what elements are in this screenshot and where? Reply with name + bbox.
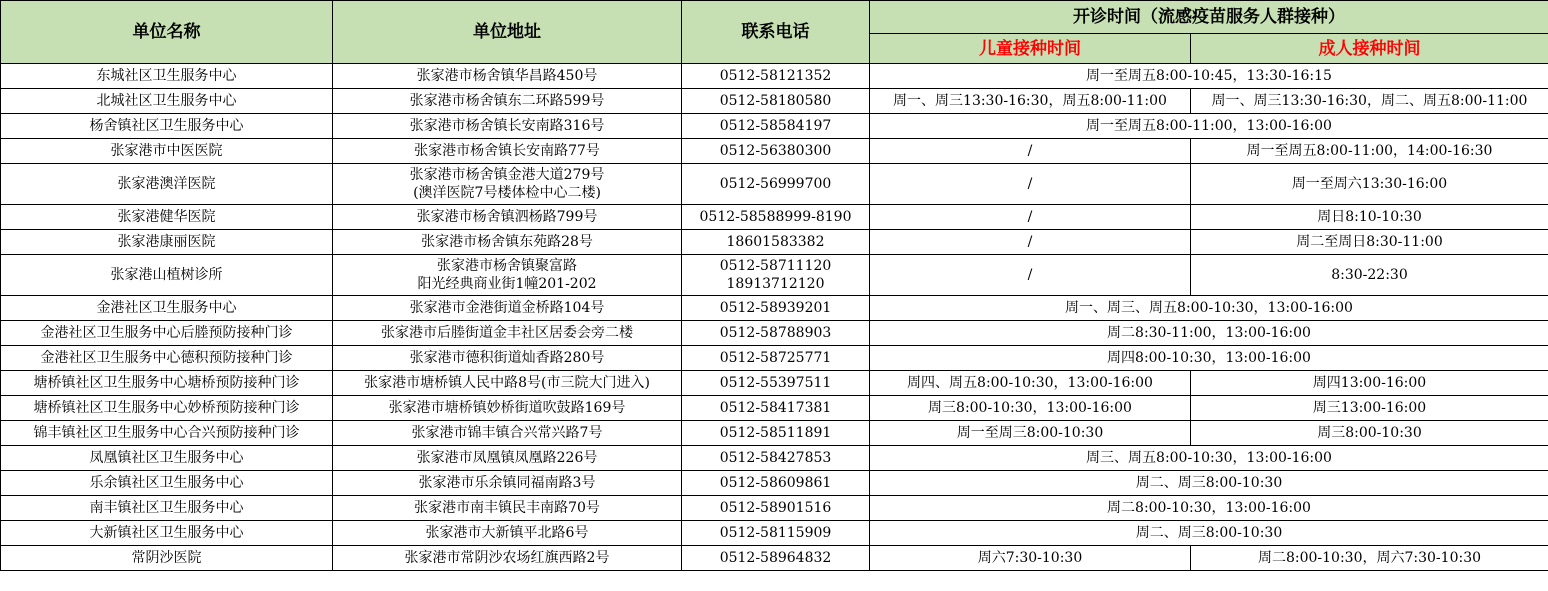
table-row (1, 371, 1548, 396)
adult-time-cell: 8:30-22:30 (1191, 255, 1548, 296)
unit-address-cell (333, 471, 682, 496)
unit-address-cell (333, 114, 682, 139)
phone-cell (682, 139, 870, 164)
phone-number: 0512-58711120 (719, 258, 832, 274)
address-line: 张家港市南丰镇民丰南路70号 (414, 500, 600, 516)
address-line: 张家港市乐余镇同福南路3号 (418, 475, 596, 491)
table-row (1, 230, 1548, 255)
unit-address-cell (333, 546, 682, 571)
address-line: 张家港市大新镇平北路6号 (425, 525, 589, 541)
table-row (1, 114, 1548, 139)
table-row (1, 255, 1548, 296)
table-row (1, 346, 1548, 371)
table-row (1, 446, 1548, 471)
children-time-cell: / (870, 230, 1191, 255)
address-line: 张家港市锦丰镇合兴常兴路7号 (411, 425, 603, 441)
address-line: 张家港市杨舍镇东苑路28号 (421, 234, 593, 250)
phone-cell (682, 371, 870, 396)
combined-time-cell: 周二、周三8:00-10:30 (870, 471, 1548, 496)
unit-address-cell (333, 164, 682, 205)
unit-address-cell (333, 255, 682, 296)
unit-name-cell: 金港社区卫生服务中心 (1, 296, 333, 321)
table-row (1, 205, 1548, 230)
adult-time-cell: 周日8:10-10:30 (1191, 205, 1548, 230)
unit-name-cell: 杨舍镇社区卫生服务中心 (1, 114, 333, 139)
phone-cell (682, 296, 870, 321)
adult-time-cell: 周一、周三13:30-16:30，周二、周五8:00-11:00 (1191, 89, 1548, 114)
unit-address-cell (333, 139, 682, 164)
phone-number: 0512-56380300 (719, 143, 832, 159)
header-children-time: 儿童接种时间 (870, 34, 1191, 64)
unit-address-cell (333, 496, 682, 521)
unit-address-cell (333, 230, 682, 255)
children-time-cell: 周四、周五8:00-10:30，13:00-16:00 (870, 371, 1191, 396)
children-time-cell: / (870, 255, 1191, 296)
header-unit-address: 单位地址 (333, 1, 682, 64)
adult-time-cell: 周一至周五8:00-11:00，14:00-16:30 (1191, 139, 1548, 164)
unit-name-cell: 金港社区卫生服务中心德积预防接种门诊 (1, 346, 333, 371)
phone-cell (682, 255, 870, 296)
phone-number: 0512-58964832 (719, 550, 832, 566)
unit-name-cell: 凤凰镇社区卫生服务中心 (1, 446, 333, 471)
table-row (1, 139, 1548, 164)
phone-number: 0512-58180580 (719, 93, 832, 109)
table-row (1, 421, 1548, 446)
children-time-cell: / (870, 139, 1191, 164)
unit-name-cell: 锦丰镇社区卫生服务中心合兴预防接种门诊 (1, 421, 333, 446)
unit-address-cell (333, 64, 682, 89)
phone-cell (682, 471, 870, 496)
combined-time-cell: 周一至周五8:00-11:00，13:00-16:00 (870, 114, 1548, 139)
adult-time-cell: 周三8:00-10:30 (1191, 421, 1548, 446)
combined-time-cell: 周二8:00-10:30，13:00-16:00 (870, 496, 1548, 521)
adult-time-cell: 周一至周六13:30-16:00 (1191, 164, 1548, 205)
address-line: 张家港市德积街道灿香路280号 (409, 350, 605, 366)
table-row (1, 521, 1548, 546)
adult-time-cell: 周三13:00-16:00 (1191, 396, 1548, 421)
phone-number: 0512-55397511 (719, 375, 832, 391)
header-clinic-hours: 开诊时间（流感疫苗服务人群接种） (870, 1, 1548, 34)
unit-address-cell (333, 421, 682, 446)
table-row (1, 496, 1548, 521)
children-time-cell: 周六7:30-10:30 (870, 546, 1191, 571)
phone-cell (682, 346, 870, 371)
address-line: 张家港市杨舍镇东二环路599号 (409, 93, 605, 109)
unit-name-cell: 南丰镇社区卫生服务中心 (1, 496, 333, 521)
table-body (1, 64, 1548, 571)
phone-number: 0512-58725771 (719, 350, 832, 366)
unit-address-cell (333, 89, 682, 114)
unit-address-cell (333, 396, 682, 421)
combined-time-cell: 周二、周三8:00-10:30 (870, 521, 1548, 546)
address-line: 张家港市杨舍镇长安南路316号 (409, 118, 605, 134)
phone-cell (682, 321, 870, 346)
address-line: 张家港市杨舍镇聚富路 (437, 258, 577, 274)
phone-number: 0512-56999700 (719, 176, 832, 192)
table-row (1, 64, 1548, 89)
unit-address-cell (333, 371, 682, 396)
table-row (1, 89, 1548, 114)
table-row (1, 546, 1548, 571)
phone-cell (682, 521, 870, 546)
phone-number: 0512-58417381 (719, 400, 832, 416)
unit-name-cell: 张家港澳洋医院 (1, 164, 333, 205)
phone-number: 0512-58609861 (719, 475, 832, 491)
address-line: 张家港市杨舍镇华昌路450号 (416, 68, 598, 84)
phone-cell (682, 114, 870, 139)
unit-address-cell (333, 296, 682, 321)
combined-time-cell: 周一、周三、周五8:00-10:30，13:00-16:00 (870, 296, 1548, 321)
unit-name-cell: 乐余镇社区卫生服务中心 (1, 471, 333, 496)
header-unit-name: 单位名称 (1, 1, 333, 64)
address-line: 张家港市杨舍镇泗杨路799号 (416, 209, 598, 225)
unit-name-cell: 常阴沙医院 (1, 546, 333, 571)
phone-number: 0512-58427853 (719, 450, 832, 466)
unit-name-cell: 张家港山植树诊所 (1, 255, 333, 296)
phone-number: 0512-58588999-8190 (699, 209, 852, 225)
address-line: 张家港市后塍街道金丰社区居委会旁二楼 (381, 325, 633, 341)
address-line: 张家港市杨舍镇长安南路77号 (414, 143, 600, 159)
unit-name-cell: 塘桥镇社区卫生服务中心妙桥预防接种门诊 (1, 396, 333, 421)
address-line: (澳洋医院7号楼体检中心二楼) (413, 185, 601, 201)
phone-number: 18601583382 (726, 234, 825, 250)
table-row (1, 296, 1548, 321)
unit-name-cell: 东城社区卫生服务中心 (1, 64, 333, 89)
phone-cell (682, 546, 870, 571)
combined-time-cell: 周一至周五8:00-10:45，13:30-16:15 (870, 64, 1548, 89)
phone-number: 0512-58584197 (719, 118, 832, 134)
phone-cell (682, 205, 870, 230)
address-line: 张家港市塘桥镇人民中路8号(市三院大门进入) (364, 375, 650, 391)
unit-name-cell: 张家港健华医院 (1, 205, 333, 230)
table-row (1, 471, 1548, 496)
unit-name-cell: 张家港康丽医院 (1, 230, 333, 255)
unit-name-cell: 大新镇社区卫生服务中心 (1, 521, 333, 546)
table-row (1, 321, 1548, 346)
unit-address-cell (333, 346, 682, 371)
phone-cell (682, 164, 870, 205)
address-line: 张家港市塘桥镇妙桥街道吹鼓路169号 (388, 400, 626, 416)
adult-time-cell: 周四13:00-16:00 (1191, 371, 1548, 396)
unit-address-cell (333, 321, 682, 346)
adult-time-cell: 周二8:00-10:30，周六7:30-10:30 (1191, 546, 1548, 571)
address-line: 阳光经典商业街1幢201-202 (417, 276, 597, 292)
phone-number: 18913712120 (726, 276, 825, 292)
children-time-cell: / (870, 205, 1191, 230)
adult-time-cell: 周二至周日8:30-11:00 (1191, 230, 1548, 255)
unit-name-cell: 塘桥镇社区卫生服务中心塘桥预防接种门诊 (1, 371, 333, 396)
unit-name-cell: 张家港市中医医院 (1, 139, 333, 164)
address-line: 张家港市常阴沙农场红旗西路2号 (404, 550, 610, 566)
combined-time-cell: 周四8:00-10:30，13:00-16:00 (870, 346, 1548, 371)
phone-number: 0512-58939201 (719, 300, 832, 316)
address-line: 张家港市杨舍镇金港大道279号 (409, 167, 605, 183)
children-time-cell: 周一、周三13:30-16:30，周五8:00-11:00 (870, 89, 1191, 114)
phone-cell (682, 421, 870, 446)
phone-cell (682, 64, 870, 89)
phone-cell (682, 89, 870, 114)
table-row (1, 396, 1548, 421)
address-line: 张家港市凤凰镇凤凰路226号 (416, 450, 598, 466)
unit-address-cell (333, 205, 682, 230)
phone-cell (682, 446, 870, 471)
phone-cell (682, 496, 870, 521)
phone-cell (682, 230, 870, 255)
phone-number: 0512-58511891 (719, 425, 832, 441)
phone-cell (682, 396, 870, 421)
unit-address-cell (333, 446, 682, 471)
phone-number: 0512-58901516 (719, 500, 832, 516)
combined-time-cell: 周三、周五8:00-10:30，13:00-16:00 (870, 446, 1548, 471)
phone-number: 0512-58788903 (719, 325, 832, 341)
header-adult-time: 成人接种时间 (1191, 34, 1548, 64)
unit-name-cell: 北城社区卫生服务中心 (1, 89, 333, 114)
phone-number: 0512-58115909 (719, 525, 832, 541)
table-row (1, 164, 1548, 205)
phone-number: 0512-58121352 (719, 68, 832, 84)
header-phone: 联系电话 (682, 1, 870, 64)
unit-name-cell: 金港社区卫生服务中心后塍预防接种门诊 (1, 321, 333, 346)
children-time-cell: 周三8:00-10:30，13:00-16:00 (870, 396, 1191, 421)
combined-time-cell: 周二8:30-11:00，13:00-16:00 (870, 321, 1548, 346)
address-line: 张家港市金港街道金桥路104号 (409, 300, 605, 316)
children-time-cell: / (870, 164, 1191, 205)
unit-address-cell (333, 521, 682, 546)
children-time-cell: 周一至周三8:00-10:30 (870, 421, 1191, 446)
